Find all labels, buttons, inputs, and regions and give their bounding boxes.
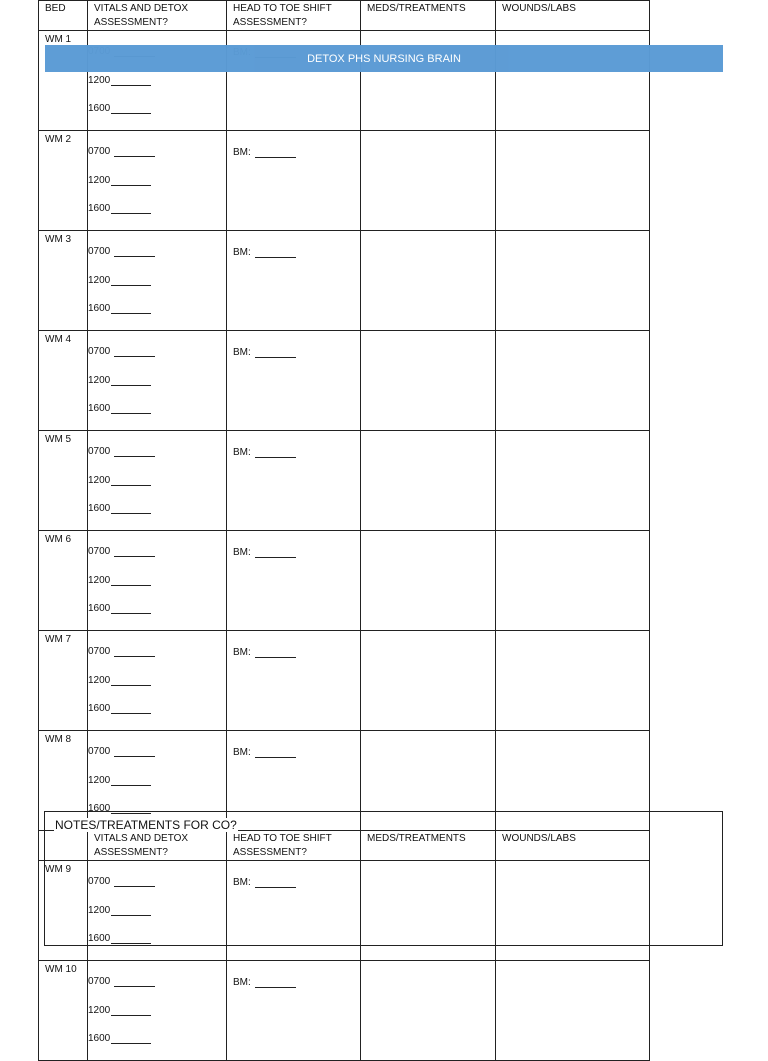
vitals-time-entry[interactable] [88,638,226,667]
time-label: 1600 [88,603,111,615]
vitals-cell[interactable] [88,431,227,531]
fill-in-blank[interactable] [114,977,155,987]
fill-in-blank[interactable] [111,76,151,86]
head-to-toe-cell[interactable] [227,231,361,331]
vitals-time-entry[interactable] [88,467,226,496]
bm-label: BM: [233,877,251,888]
bed-row [39,531,650,631]
fill-in-blank[interactable] [111,676,151,686]
time-label: 1600 [88,933,111,945]
fill-in-blank[interactable] [111,604,151,614]
bm-label: BM: [233,647,251,658]
time-label: 1200 [88,904,111,916]
wounds-cell[interactable] [496,331,650,431]
meds-cell[interactable] [361,631,496,731]
fill-in-blank[interactable] [114,447,155,457]
bed-cell [39,631,88,731]
wounds-cell[interactable] [496,961,650,1061]
vitals-time-entry[interactable] [88,338,226,367]
wounds-cell[interactable] [496,631,650,731]
time-label: 0700 [88,246,111,258]
bed-cell [39,961,88,1061]
vitals-time-entry[interactable] [88,95,226,124]
bed-cell [39,331,88,431]
time-label: 1200 [88,174,111,186]
vitals-time-entry[interactable] [88,267,226,296]
bed-row [39,131,650,231]
fill-in-blank[interactable] [114,347,155,357]
bed-cell [39,431,88,531]
vitals-time-entry[interactable] [88,567,226,596]
fill-in-blank[interactable] [111,304,151,314]
vitals-cell[interactable] [88,231,227,331]
bed-label: WM 2 [45,134,72,145]
vitals-time-entry[interactable] [88,997,226,1026]
fill-in-blank[interactable] [111,504,151,514]
notes-box[interactable] [44,811,723,946]
notes-title: NOTES/TREATMENTS FOR CO? [55,818,237,832]
bed-cell [39,231,88,331]
bed-label: WM 5 [45,434,72,445]
vitals-time-entry[interactable] [88,395,226,424]
bed-label: WM 7 [45,634,72,645]
vitals-time-entry[interactable] [88,1025,226,1054]
bed-row [39,431,650,531]
fill-in-blank[interactable] [111,204,151,214]
fill-in-blank[interactable] [114,247,155,257]
bed-cell [39,131,88,231]
time-label: 1600 [88,303,111,315]
bm-label: BM: [233,447,251,458]
fill-in-blank[interactable] [111,404,151,414]
time-label: 1200 [88,574,111,586]
fill-in-blank[interactable] [111,276,151,286]
vitals-time-entry[interactable] [88,595,226,624]
bm-label: BM: [233,747,251,758]
time-label: 1600 [88,803,111,815]
bm-entry[interactable] [227,439,360,467]
vitals-time-entry[interactable] [88,738,226,767]
head-to-toe-cell[interactable] [227,961,361,1061]
time-label: 1600 [88,1033,111,1045]
header-label: MEDS/TREATMENTS [367,833,466,844]
head-to-toe-cell[interactable] [227,331,361,431]
banner-title: DETOX PHS NURSING BRAIN [307,52,461,65]
meds-cell[interactable] [361,431,496,531]
meds-cell[interactable] [361,231,496,331]
wounds-cell[interactable] [496,531,650,631]
time-label: 0700 [88,146,111,158]
time-label: 0700 [88,546,111,558]
time-label: 1600 [88,703,111,715]
bm-entry[interactable] [227,739,360,767]
wounds-cell[interactable] [496,131,650,231]
time-label: 1200 [88,74,111,86]
bed-label: WM 6 [45,534,72,545]
time-label: 1200 [88,374,111,386]
fill-in-blank[interactable] [255,148,296,158]
bm-entry[interactable] [227,539,360,567]
vitals-cell[interactable] [88,631,227,731]
bed-row [39,331,650,431]
bed-label: WM 8 [45,734,72,745]
bed-row [39,631,650,731]
bm-entry[interactable] [227,139,360,167]
fill-in-blank[interactable] [111,576,151,586]
bed-label: WM 9 [45,864,72,875]
bed-label: WM 3 [45,234,72,245]
time-label: 1600 [88,503,111,515]
header-label: HEAD TO TOE SHIFT ASSESSMENT? [233,3,332,28]
fill-in-blank[interactable] [111,476,151,486]
time-label: 0700 [88,876,111,888]
header-label: VITALS AND DETOX ASSESSMENT? [94,3,189,28]
meds-cell[interactable] [361,531,496,631]
bed-label: WM 4 [45,334,72,345]
fill-in-blank[interactable] [111,104,151,114]
fill-in-blank[interactable] [111,1034,151,1044]
vitals-time-entry[interactable] [88,138,226,167]
header-label: WOUNDS/LABS [502,833,576,844]
time-label: 1200 [88,474,111,486]
bm-entry[interactable] [227,239,360,267]
head-to-toe-cell[interactable] [227,131,361,231]
header-cell-head-to-toe [227,1,361,31]
bm-label: BM: [233,547,251,558]
time-label: 1200 [88,674,111,686]
wounds-cell[interactable] [496,431,650,531]
time-label: 0700 [88,746,111,758]
fill-in-blank[interactable] [111,376,151,386]
vitals-time-entry[interactable] [88,667,226,696]
vitals-time-entry[interactable] [88,695,226,724]
header-cell-meds [361,1,496,31]
bm-entry[interactable] [227,639,360,667]
vitals-cell[interactable] [88,531,227,631]
vitals-cell[interactable] [88,131,227,231]
time-label: 0700 [88,976,111,988]
time-label: 1200 [88,274,111,286]
vitals-time-entry[interactable] [88,438,226,467]
vitals-time-entry[interactable] [88,295,226,324]
fill-in-blank[interactable] [114,147,155,157]
meds-cell[interactable] [361,331,496,431]
vitals-time-entry[interactable] [88,367,226,396]
bm-entry[interactable] [227,969,360,997]
fill-in-blank[interactable] [111,176,151,186]
bm-label: BM: [233,147,251,158]
fill-in-blank[interactable] [114,547,155,557]
fill-in-blank[interactable] [255,548,296,558]
header-label: BED [45,3,66,14]
head-to-toe-cell[interactable] [227,631,361,731]
vitals-time-entry[interactable] [88,495,226,524]
header-label: MEDS/TREATMENTS [367,3,466,14]
vitals-cell[interactable] [88,331,227,431]
time-label: 0700 [88,346,111,358]
fill-in-blank[interactable] [255,648,296,658]
header-cell-vitals [88,1,227,31]
fill-in-blank[interactable] [255,748,296,758]
bed-label: WM 1 [45,34,72,45]
fill-in-blank[interactable] [114,647,155,657]
fill-in-blank[interactable] [255,448,296,458]
header-cell-wounds [496,1,650,31]
vitals-time-entry[interactable] [88,238,226,267]
vitals-time-entry[interactable] [88,767,226,796]
head-to-toe-cell[interactable] [227,431,361,531]
bm-label: BM: [233,247,251,258]
bed-row [39,231,650,331]
wounds-cell[interactable] [496,231,650,331]
header-label: HEAD TO TOE SHIFT ASSESSMENT? [233,833,332,858]
time-label: 1200 [88,1004,111,1016]
time-label: 1600 [88,403,111,415]
meds-cell[interactable] [361,131,496,231]
bed-cell [39,531,88,631]
vitals-cell[interactable] [88,961,227,1061]
vitals-time-entry[interactable] [88,195,226,224]
time-label: 1600 [88,103,111,115]
header-row [39,1,650,31]
time-label: 0700 [88,646,111,658]
meds-cell[interactable] [361,961,496,1061]
bm-label: BM: [233,347,251,358]
fill-in-blank[interactable] [255,978,296,988]
bed-row [39,961,650,1061]
vitals-time-entry[interactable] [88,167,226,196]
header-label: VITALS AND DETOX ASSESSMENT? [94,833,189,858]
vitals-time-entry[interactable] [88,538,226,567]
fill-in-blank[interactable] [255,348,296,358]
bm-entry[interactable] [227,339,360,367]
fill-in-blank[interactable] [111,704,151,714]
header-cell-bed [39,1,88,31]
fill-in-blank[interactable] [111,776,151,786]
bed-label: WM 10 [45,964,77,975]
header-label: WOUNDS/LABS [502,3,576,14]
time-label: 0700 [88,446,111,458]
title-banner [45,45,723,72]
head-to-toe-cell[interactable] [227,531,361,631]
time-label: 1200 [88,774,111,786]
fill-in-blank[interactable] [255,248,296,258]
bm-label: BM: [233,977,251,988]
fill-in-blank[interactable] [114,747,155,757]
time-label: 1600 [88,203,111,215]
vitals-time-entry[interactable] [88,968,226,997]
fill-in-blank[interactable] [111,1006,151,1016]
